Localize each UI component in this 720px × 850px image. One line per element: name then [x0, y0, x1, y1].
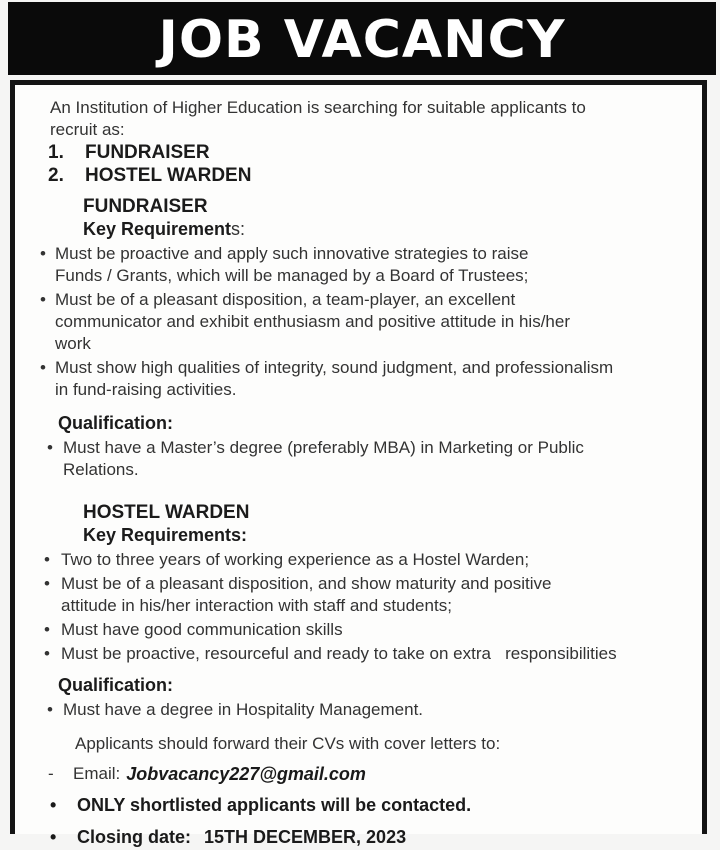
bullet-marker: • [44, 644, 50, 663]
bullet-line: Must show high qualities of integrity, sound judgment, and professionalism [55, 358, 614, 377]
bullet-marker: • [44, 620, 50, 639]
bullet-marker: • [40, 244, 46, 263]
bullet-marker: • [44, 550, 50, 569]
intro-line: recruit as: [50, 120, 125, 139]
bullet-line: communicator and exhibit enthusiasm and positive attitude in his/her [55, 312, 571, 331]
list-item [44, 619, 688, 641]
key-requirements-heading [83, 218, 688, 241]
position-item-fundraiser [48, 141, 688, 164]
email-label: Email: [73, 764, 121, 783]
bullet-marker: • [50, 795, 57, 815]
apply-instruction: Applicants should forward their CVs with cover letters to: [75, 734, 501, 753]
list-item-text [61, 573, 551, 617]
list-item-text [63, 437, 584, 481]
bullet-line: Two to three years of working experience as a Hostel Warden; [61, 550, 530, 569]
closing-date-label: Closing date: [77, 827, 192, 847]
section-heading-hostel-warden: HOSTEL WARDEN [83, 502, 250, 523]
list-item [40, 289, 688, 355]
bullet-line: Funds / Grants, which will be managed by a Board of Trustees; [55, 266, 529, 285]
bullet-line: Must be proactive and apply such innovative strategies to raise [55, 244, 529, 263]
list-item [47, 437, 688, 481]
banner [8, 2, 716, 75]
email-row [48, 762, 688, 786]
content-box [10, 80, 707, 847]
closing-date-row [50, 825, 688, 850]
page-title: JOB VACANCY [158, 9, 566, 70]
key-requirements-tail: s: [231, 219, 246, 239]
list-item [44, 643, 688, 665]
list-item-text [63, 699, 423, 721]
shortlist-notice-row [50, 793, 688, 818]
list-item [44, 573, 688, 617]
list-item-text [61, 619, 343, 641]
position-item-hostel-warden [48, 164, 688, 187]
qualification-heading: Qualification: [58, 675, 174, 695]
key-requirements-heading: Key Requirements: [83, 525, 248, 545]
intro-line: An Institution of Higher Education is searching for suitable applicants to [50, 98, 586, 117]
list-item [40, 357, 688, 401]
list-item-text [55, 357, 613, 401]
position-label: HOSTEL WARDEN [85, 165, 252, 186]
bullet-line: Relations. [63, 460, 139, 479]
section-heading-fundraiser: FUNDRAISER [83, 196, 208, 217]
key-requirements-bold: Key Requirement [83, 219, 232, 239]
bullet-line: Must be of a pleasant disposition, a team-player, an excellent [55, 290, 516, 309]
list-item-text [55, 289, 570, 355]
list-item [44, 549, 688, 571]
closing-date-value: 15TH DECEMBER, 2023 [204, 827, 407, 847]
bullet-marker: • [40, 358, 46, 377]
bullet-marker: • [40, 290, 46, 309]
bullet-marker: • [50, 827, 57, 847]
list-item [47, 699, 688, 721]
bullet-line: work [55, 334, 91, 353]
position-label: FUNDRAISER [85, 142, 210, 163]
list-item [40, 243, 688, 287]
bullet-marker: • [47, 700, 53, 719]
bullet-line: Must be proactive, resourceful and ready to take on extra responsibilities [61, 644, 617, 663]
qualification-heading: Qualification: [58, 413, 174, 433]
bullet-line: Must be of a pleasant disposition, and show maturity and positive [61, 574, 552, 593]
email-address: Jobvacancy227@gmail.com [126, 764, 366, 784]
shortlist-notice: ONLY shortlisted applicants will be contacted. [77, 795, 472, 815]
list-item-text [61, 549, 529, 571]
position-number: 2. [48, 165, 64, 186]
bullet-line: attitude in his/her interaction with staff and students; [61, 596, 452, 615]
bullet-marker: • [44, 574, 50, 593]
dash-marker: - [48, 764, 54, 783]
list-item-text [61, 643, 617, 665]
bullet-line: Must have good communication skills [61, 620, 343, 639]
position-number: 1. [48, 142, 64, 163]
list-item-text [55, 243, 528, 287]
bullet-marker: • [47, 438, 53, 457]
bullet-line: Must have a degree in Hospitality Management. [63, 700, 424, 719]
bullet-line: in fund-raising activities. [55, 380, 237, 399]
bullet-line: Must have a Master’s degree (preferably MBA) in Marketing or Public [63, 438, 584, 457]
